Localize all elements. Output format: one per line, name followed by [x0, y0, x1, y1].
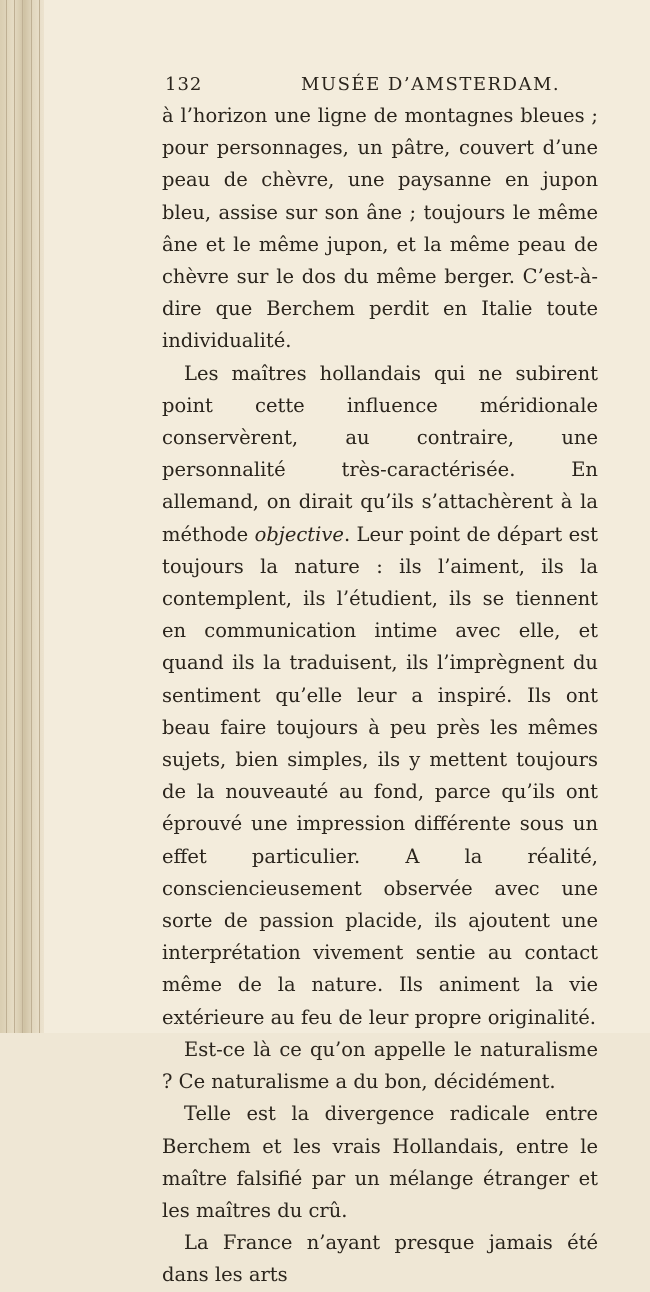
- running-header: [165, 74, 605, 102]
- page-edge-line: [39, 0, 40, 1033]
- running-title: MUSÉE D’AMSTERDAM.: [301, 74, 561, 95]
- paragraph-1: à l’horizon une ligne de montagnes bleues ; pour personnages, un pâtre, couvert d’une peau de chèvre, une paysanne en jupon bleu, assise sur son âne ; toujours le même âne et le même jupon, et la même peau de chèvre sur le dos du même berger. C’est-à-dire que Berchem perdit en Italie toute individualité.: [162, 104, 598, 353]
- page-number: 132: [165, 74, 203, 95]
- paragraph-2: [162, 358, 598, 1034]
- page-edge-line: [6, 0, 7, 1033]
- page-edge-line: [31, 0, 32, 1033]
- paragraph-2-tail: . Leur point de départ est toujours la nature : ils l’aiment, ils la contemplent, ils l’étudient, ils se tiennent en communication intime avec elle, et quand ils la traduisent, ils l’imprègnent du sentiment qu’elle leur a inspiré. Ils ont beau faire toujours à peu près les mêmes sujets, bien simples, ils y mettent toujours de la nouveauté au fond, parce qu’ils ont éprouvé une impression différente sous un effet particulier. A la réalité, consciencieusement observée avec une sorte de passion placide, ils ajoutent une interprétation vivement sentie au contact même de la nature. Ils animent la vie extérieure au feu de leur propre originalité.: [162, 522, 598, 1029]
- paragraph-2-lead: Les maîtres hollandais qui ne subirent point cette influence méridionale conservèrent, au contraire, une personnalité très-caractérisée. En allemand, on dirait qu’ils s’attachèrent à la méthode: [162, 361, 598, 546]
- body-text: [162, 100, 598, 1292]
- page-edge-line: [14, 0, 15, 1033]
- paragraph-4: Telle est la divergence radicale entre Berchem et les vrais Hollandais, entre le maître falsifié par un mélange étranger et les maîtres du crû.: [162, 1102, 598, 1222]
- page-edge-line: [22, 0, 23, 1033]
- book-page-edges: [0, 0, 44, 1033]
- italic-term: objective: [254, 522, 344, 546]
- paragraph-3: Est-ce là ce qu’on appelle le naturalisme ? Ce naturalisme a du bon, décidément.: [162, 1037, 598, 1094]
- paragraph-5: La France n’ayant presque jamais été dans les arts: [162, 1231, 598, 1287]
